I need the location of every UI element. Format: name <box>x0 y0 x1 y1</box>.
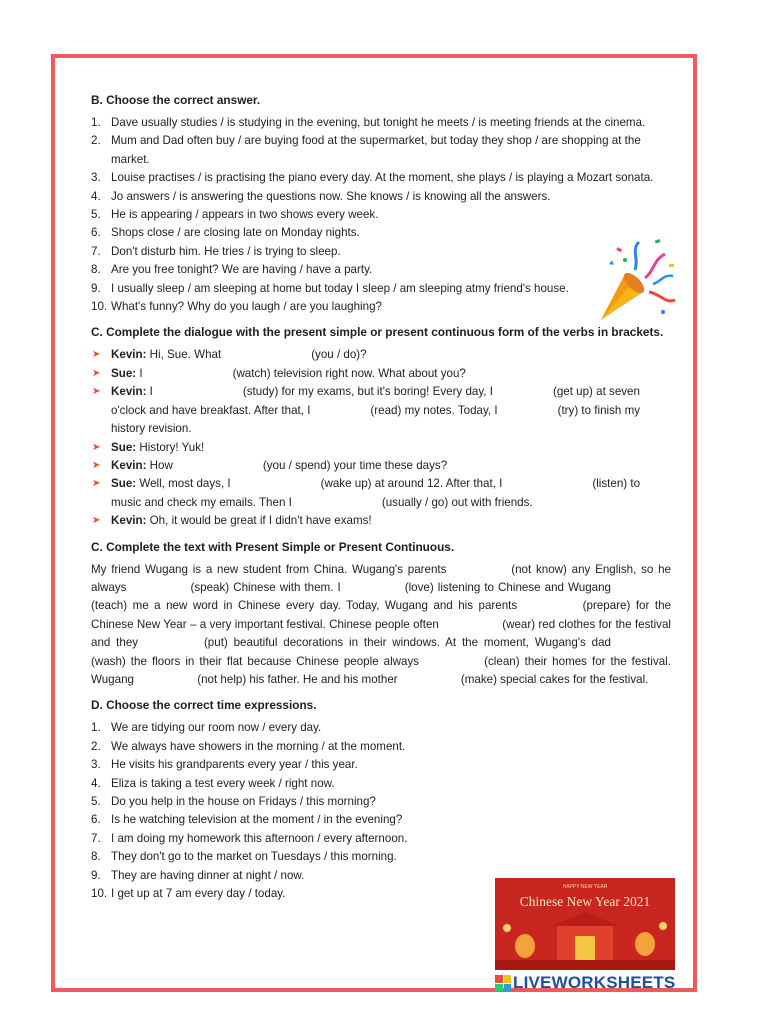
paragraph-text: (teach) me a new word in Chinese every day. Today, Wugang and his parents <box>91 599 518 613</box>
paragraph-text: (clean) their homes for the festival. Wugang <box>91 654 671 686</box>
dialogue-text: (wake up) at around 12. After that, I <box>320 477 503 491</box>
dialogue-line <box>91 439 671 457</box>
dialogue-line <box>91 346 671 364</box>
dialogue-list <box>91 346 671 530</box>
item-number: 7. <box>91 831 101 845</box>
section-d <box>91 697 671 903</box>
item-text: We are tidying our room now / every day. <box>111 721 322 735</box>
dialogue-line <box>91 475 671 512</box>
section-b <box>91 92 671 316</box>
dialogue-text: (try) to finish my history revision. <box>111 403 641 436</box>
item-text: Mum and Dad often buy / are buying food at the supermarket, but today they shop / are shopping at the market. <box>111 134 641 166</box>
paragraph-text: (prepare) for the Chinese New Year – a very important festival. Chinese people often <box>91 599 671 631</box>
item-number: 5. <box>91 208 101 222</box>
speaker-name: Sue: <box>111 366 137 380</box>
item-number: 7. <box>91 244 101 258</box>
cny-small-caption: HAPPY NEW YEAR <box>562 884 608 890</box>
item-text: Is he watching television at the moment / in the evening? <box>111 813 403 827</box>
dialogue-text: (study) for my exams, but it's boring! Every day, I <box>242 385 493 399</box>
dialogue-text: I <box>146 385 153 399</box>
speaker-name: Kevin: <box>111 458 147 472</box>
dialogue-text: (you / spend) your time these days? <box>262 458 448 472</box>
item-number: 1. <box>91 116 101 129</box>
paragraph-text: (not help) his father. He and his mother <box>197 672 398 686</box>
dialogue-line <box>91 383 671 438</box>
liveworksheets-logo <box>495 972 675 994</box>
item-number: 10. <box>91 300 108 314</box>
dialogue-text: (get up) at seven o'clock and have breakfast. After that, I <box>111 385 640 417</box>
list-item <box>91 298 671 316</box>
list-item <box>91 756 671 774</box>
section-c-text-heading: C. Complete the text with Present Simple or Present Continuous. <box>91 539 455 554</box>
dialogue-text: (read) my notes. Today, I <box>370 403 498 417</box>
arrow-bullet-icon: ➤ <box>92 478 101 490</box>
speaker-name: Sue: <box>111 477 137 491</box>
item-text: Shops close / are closing late on Monday nights. <box>111 226 360 240</box>
speaker-name: Kevin: <box>111 514 147 528</box>
arrow-bullet-icon: ➤ <box>92 386 101 398</box>
dialogue-text: Oh, it would be great if I didn't have exams! <box>146 514 372 528</box>
list-item <box>91 719 671 737</box>
arrow-bullet-icon: ➤ <box>92 349 101 361</box>
item-number: 9. <box>91 281 101 295</box>
item-number: 4. <box>91 776 101 790</box>
worksheet-content <box>91 92 671 911</box>
dialogue-text: How <box>146 458 173 472</box>
arrow-bullet-icon: ➤ <box>92 441 101 453</box>
speaker-name: Kevin: <box>111 348 147 362</box>
paragraph-text: (wear) red clothes for the festival and they <box>91 617 671 650</box>
item-number: 2. <box>91 134 101 148</box>
item-text: Are you free tonight? We are having / have a party. <box>111 263 373 277</box>
paragraph-text: (make) special cakes for the festival. <box>460 672 649 686</box>
list-item <box>91 132 671 169</box>
lantern-decoration-icon <box>495 878 675 970</box>
item-text: Dave usually studies / is studying in the evening, but tonight he meets / is meeting friends at the cinema. <box>111 116 646 129</box>
item-number: 3. <box>91 758 101 772</box>
dialogue-text: (you / do)? <box>311 348 367 362</box>
dialogue-line <box>91 457 671 475</box>
dialogue-text: Well, most days, I <box>136 477 231 491</box>
list-item <box>91 243 671 261</box>
section-b-list <box>91 114 671 316</box>
list-item <box>91 848 671 866</box>
dialogue-text: (watch) television right now. What about you? <box>232 366 466 380</box>
arrow-bullet-icon: ➤ <box>92 367 101 379</box>
section-b-heading: B. Choose the correct answer. <box>91 93 261 107</box>
dialogue-text: (listen) to music and check my emails. Then I <box>111 477 641 509</box>
list-item <box>91 775 671 793</box>
section-c-dialogue-heading: C. Complete the dialogue with the present simple or present continuous form of the verbs in brackets. <box>91 325 664 340</box>
item-text: What's funny? Why do you laugh / are you laughing? <box>111 300 382 314</box>
list-item <box>91 793 671 811</box>
item-number: 5. <box>91 795 101 808</box>
item-text: Do you help in the house on Fridays / this morning? <box>111 795 376 808</box>
paragraph-text: (not know) any English, so he always <box>91 562 671 594</box>
list-item <box>91 224 671 242</box>
item-number: 9. <box>91 868 101 882</box>
paragraph-text: (love) listening to Chinese and Wugang <box>404 580 611 594</box>
dialogue-line <box>91 365 671 383</box>
item-number: 8. <box>91 263 101 277</box>
paragraph-text: (speak) Chinese with them. I <box>190 580 341 594</box>
item-number: 6. <box>91 813 101 827</box>
list-item <box>91 811 671 829</box>
item-text: They don't go to the market on Tuesdays / this morning. <box>111 850 397 864</box>
item-text: I am doing my homework this afternoon / every afternoon. <box>111 831 408 845</box>
list-item <box>91 830 671 848</box>
item-text: Eliza is taking a test every week / right now. <box>111 776 335 790</box>
item-number: 4. <box>91 189 101 203</box>
item-text: He visits his grandparents every year / this year. <box>111 758 358 772</box>
section-d-list <box>91 719 671 903</box>
list-item <box>91 280 671 298</box>
list-item <box>91 114 671 132</box>
item-number: 10. <box>91 887 108 901</box>
item-text: Don't disturb him. He tries / is trying to sleep. <box>111 244 341 258</box>
chinese-new-year-image <box>495 878 675 970</box>
cloze-paragraph <box>91 561 671 690</box>
item-text: We always have showers in the morning / at the moment. <box>111 739 406 753</box>
item-text: I get up at 7 am every day / today. <box>111 887 286 901</box>
item-number: 1. <box>91 721 101 735</box>
item-text: They are having dinner at night / now. <box>111 868 305 882</box>
logo-text: LIVEWORKSHEETS <box>513 973 676 992</box>
logo-mark-icon <box>495 975 511 991</box>
dialogue-text: Hi, Sue. What <box>146 348 222 362</box>
section-c-dialogue <box>91 324 671 530</box>
item-number: 2. <box>91 739 101 753</box>
list-item <box>91 738 671 756</box>
dialogue-text: (usually / go) out with friends. <box>381 495 533 509</box>
dialogue-line <box>91 512 671 530</box>
item-text: Jo answers / is answering the questions now. She knows / is knowing all the answers. <box>111 189 551 203</box>
item-text: Louise practises / is practising the piano every day. At the moment, she plays / is playing a Mozart sonata. <box>111 171 654 185</box>
item-text: I usually sleep / am sleeping at home but today I sleep / am sleeping atmy friend's house. <box>111 281 569 295</box>
worksheet-page <box>51 54 697 992</box>
party-popper-icon <box>595 234 681 326</box>
arrow-bullet-icon: ➤ <box>92 459 101 471</box>
speaker-name: Sue: <box>111 440 137 454</box>
list-item <box>91 261 671 279</box>
item-number: 8. <box>91 850 101 864</box>
paragraph-text: (put) beautiful decorations in their windows. At the moment, Wugang's dad <box>203 636 611 650</box>
dialogue-text: History! Yuk! <box>136 440 205 454</box>
list-item <box>91 188 671 206</box>
item-number: 6. <box>91 226 101 240</box>
item-text: He is appearing / appears in two shows every week. <box>111 208 379 222</box>
list-item <box>91 206 671 224</box>
paragraph-text: (wash) the floors in their flat because Chinese people always <box>91 654 420 668</box>
speaker-name: Kevin: <box>111 385 147 399</box>
section-c-text <box>91 539 671 690</box>
dialogue-text: I <box>136 366 143 380</box>
item-number: 3. <box>91 171 101 185</box>
section-d-heading: D. Choose the correct time expressions. <box>91 698 317 713</box>
paragraph-text: My friend Wugang is a new student from China. Wugang's parents <box>91 562 447 576</box>
list-item <box>91 169 671 187</box>
arrow-bullet-icon: ➤ <box>92 515 101 527</box>
cny-title: Chinese New Year 2021 <box>519 894 651 909</box>
